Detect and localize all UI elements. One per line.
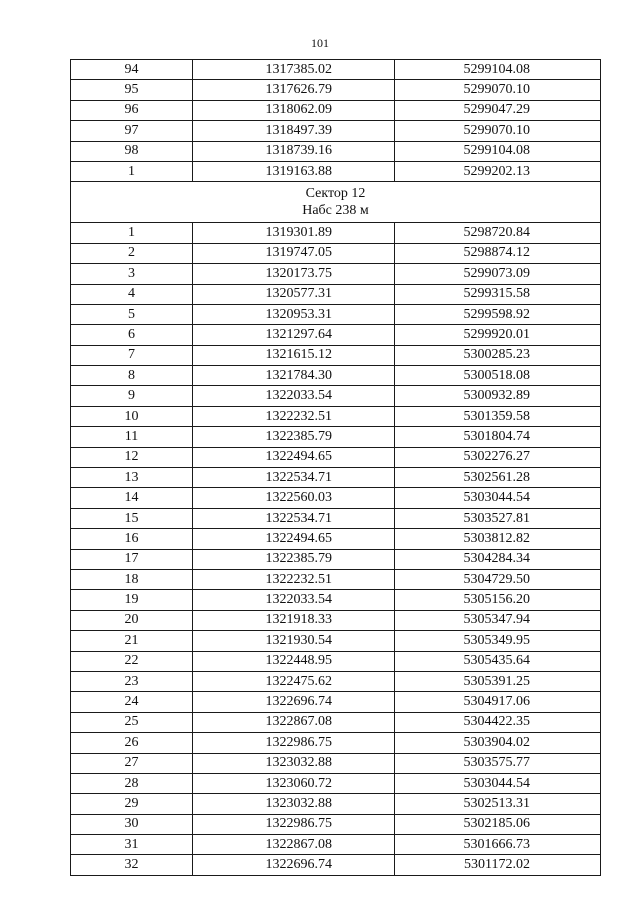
y-coordinate-cell: 5302185.06 (395, 814, 601, 834)
point-number-cell: 5 (71, 304, 193, 324)
point-number-cell: 12 (71, 447, 193, 467)
table-row (71, 325, 601, 345)
table-row (71, 549, 601, 569)
table-row (71, 488, 601, 508)
table-row (71, 284, 601, 304)
point-number-cell: 23 (71, 671, 193, 691)
y-coordinate-cell: 5299070.10 (395, 121, 601, 141)
table-row (71, 814, 601, 834)
x-coordinate-cell: 1319301.89 (193, 223, 395, 243)
table-body-before-sector (71, 60, 601, 182)
y-coordinate-cell: 5303044.54 (395, 773, 601, 793)
point-number-cell: 96 (71, 100, 193, 120)
table-row (71, 304, 601, 324)
point-number-cell: 97 (71, 121, 193, 141)
x-coordinate-cell: 1322867.08 (193, 712, 395, 732)
table-row (71, 468, 601, 488)
table-body-after-sector (71, 223, 601, 876)
y-coordinate-cell: 5301172.02 (395, 855, 601, 875)
x-coordinate-cell: 1322475.62 (193, 671, 395, 691)
table-row (71, 406, 601, 426)
x-coordinate-cell: 1320577.31 (193, 284, 395, 304)
sector-header (71, 182, 601, 223)
sector-header-cell (71, 182, 601, 223)
x-coordinate-cell: 1322494.65 (193, 447, 395, 467)
table-row (71, 855, 601, 875)
x-coordinate-cell: 1322232.51 (193, 569, 395, 589)
table-row (71, 651, 601, 671)
table-row (71, 100, 601, 120)
y-coordinate-cell: 5304422.35 (395, 712, 601, 732)
sector-height: Набс 238 м (302, 203, 369, 219)
point-number-cell: 9 (71, 386, 193, 406)
point-number-cell: 30 (71, 814, 193, 834)
x-coordinate-cell: 1322033.54 (193, 386, 395, 406)
x-coordinate-cell: 1322986.75 (193, 814, 395, 834)
y-coordinate-cell: 5302276.27 (395, 447, 601, 467)
x-coordinate-cell: 1322385.79 (193, 427, 395, 447)
y-coordinate-cell: 5303527.81 (395, 508, 601, 528)
point-number-cell: 24 (71, 692, 193, 712)
table-row (71, 569, 601, 589)
y-coordinate-cell: 5298874.12 (395, 243, 601, 263)
x-coordinate-cell: 1320953.31 (193, 304, 395, 324)
point-number-cell: 26 (71, 733, 193, 753)
point-number-cell: 29 (71, 794, 193, 814)
x-coordinate-cell: 1322385.79 (193, 549, 395, 569)
x-coordinate-cell: 1322448.95 (193, 651, 395, 671)
x-coordinate-cell: 1323032.88 (193, 794, 395, 814)
point-number-cell: 1 (71, 223, 193, 243)
table-row (71, 345, 601, 365)
point-number-cell: 2 (71, 243, 193, 263)
x-coordinate-cell: 1319747.05 (193, 243, 395, 263)
x-coordinate-cell: 1322560.03 (193, 488, 395, 508)
y-coordinate-cell: 5298720.84 (395, 223, 601, 243)
point-number-cell: 25 (71, 712, 193, 732)
table-row (71, 529, 601, 549)
table-row (71, 794, 601, 814)
x-coordinate-cell: 1321918.33 (193, 610, 395, 630)
y-coordinate-cell: 5299202.13 (395, 161, 601, 181)
table-row (71, 733, 601, 753)
point-number-cell: 22 (71, 651, 193, 671)
x-coordinate-cell: 1322986.75 (193, 733, 395, 753)
point-number-cell: 31 (71, 835, 193, 855)
table-row (71, 121, 601, 141)
table-row (71, 223, 601, 243)
x-coordinate-cell: 1322867.08 (193, 835, 395, 855)
table-row (71, 366, 601, 386)
point-number-cell: 21 (71, 631, 193, 651)
y-coordinate-cell: 5303812.82 (395, 529, 601, 549)
x-coordinate-cell: 1322232.51 (193, 406, 395, 426)
x-coordinate-cell: 1318739.16 (193, 141, 395, 161)
point-number-cell: 16 (71, 529, 193, 549)
y-coordinate-cell: 5299598.92 (395, 304, 601, 324)
table-row (71, 692, 601, 712)
point-number-cell: 95 (71, 80, 193, 100)
point-number-cell: 19 (71, 590, 193, 610)
table-row (71, 60, 601, 80)
y-coordinate-cell: 5305349.95 (395, 631, 601, 651)
x-coordinate-cell: 1321930.54 (193, 631, 395, 651)
table-row (71, 80, 601, 100)
y-coordinate-cell: 5301359.58 (395, 406, 601, 426)
point-number-cell: 14 (71, 488, 193, 508)
table-row (71, 447, 601, 467)
x-coordinate-cell: 1321784.30 (193, 366, 395, 386)
x-coordinate-cell: 1323060.72 (193, 773, 395, 793)
point-number-cell: 1 (71, 161, 193, 181)
point-number-cell: 17 (71, 549, 193, 569)
y-coordinate-cell: 5303904.02 (395, 733, 601, 753)
point-number-cell: 32 (71, 855, 193, 875)
point-number-cell: 11 (71, 427, 193, 447)
y-coordinate-cell: 5304729.50 (395, 569, 601, 589)
point-number-cell: 28 (71, 773, 193, 793)
point-number-cell: 7 (71, 345, 193, 365)
point-number-cell: 20 (71, 610, 193, 630)
point-number-cell: 4 (71, 284, 193, 304)
x-coordinate-cell: 1322534.71 (193, 508, 395, 528)
x-coordinate-cell: 1321297.64 (193, 325, 395, 345)
x-coordinate-cell: 1322494.65 (193, 529, 395, 549)
y-coordinate-cell: 5299070.10 (395, 80, 601, 100)
y-coordinate-cell: 5304284.34 (395, 549, 601, 569)
x-coordinate-cell: 1321615.12 (193, 345, 395, 365)
x-coordinate-cell: 1322696.74 (193, 855, 395, 875)
y-coordinate-cell: 5299073.09 (395, 264, 601, 284)
x-coordinate-cell: 1322696.74 (193, 692, 395, 712)
x-coordinate-cell: 1322534.71 (193, 468, 395, 488)
point-number-cell: 8 (71, 366, 193, 386)
y-coordinate-cell: 5300285.23 (395, 345, 601, 365)
x-coordinate-cell: 1323032.88 (193, 753, 395, 773)
y-coordinate-cell: 5302513.31 (395, 794, 601, 814)
table-row (71, 427, 601, 447)
point-number-cell: 10 (71, 406, 193, 426)
y-coordinate-cell: 5305391.25 (395, 671, 601, 691)
x-coordinate-cell: 1318062.09 (193, 100, 395, 120)
table-row (71, 773, 601, 793)
y-coordinate-cell: 5299104.08 (395, 60, 601, 80)
y-coordinate-cell: 5299920.01 (395, 325, 601, 345)
table-row (71, 386, 601, 406)
point-number-cell: 98 (71, 141, 193, 161)
y-coordinate-cell: 5303575.77 (395, 753, 601, 773)
table-row (71, 161, 601, 181)
y-coordinate-cell: 5300932.89 (395, 386, 601, 406)
y-coordinate-cell: 5304917.06 (395, 692, 601, 712)
x-coordinate-cell: 1317385.02 (193, 60, 395, 80)
point-number-cell: 27 (71, 753, 193, 773)
table-row (71, 243, 601, 263)
y-coordinate-cell: 5303044.54 (395, 488, 601, 508)
table-row (71, 141, 601, 161)
point-number-cell: 18 (71, 569, 193, 589)
point-number-cell: 94 (71, 60, 193, 80)
point-number-cell: 3 (71, 264, 193, 284)
point-number-cell: 15 (71, 508, 193, 528)
y-coordinate-cell: 5299104.08 (395, 141, 601, 161)
y-coordinate-cell: 5301666.73 (395, 835, 601, 855)
table-row (71, 631, 601, 651)
point-number-cell: 6 (71, 325, 193, 345)
x-coordinate-cell: 1319163.88 (193, 161, 395, 181)
x-coordinate-cell: 1320173.75 (193, 264, 395, 284)
y-coordinate-cell: 5302561.28 (395, 468, 601, 488)
table-row (71, 712, 601, 732)
sector-title: Сектор 12 (305, 186, 366, 202)
y-coordinate-cell: 5299047.29 (395, 100, 601, 120)
table-row (71, 835, 601, 855)
page-number: 101 (311, 36, 329, 50)
x-coordinate-cell: 1318497.39 (193, 121, 395, 141)
x-coordinate-cell: 1317626.79 (193, 80, 395, 100)
y-coordinate-cell: 5301804.74 (395, 427, 601, 447)
y-coordinate-cell: 5305156.20 (395, 590, 601, 610)
sector-header-row (71, 182, 601, 223)
point-number-cell: 13 (71, 468, 193, 488)
y-coordinate-cell: 5299315.58 (395, 284, 601, 304)
table-row (71, 610, 601, 630)
coordinates-table (70, 59, 601, 876)
table-row (71, 753, 601, 773)
table-row (71, 590, 601, 610)
x-coordinate-cell: 1322033.54 (193, 590, 395, 610)
y-coordinate-cell: 5305435.64 (395, 651, 601, 671)
table-row (71, 264, 601, 284)
table-row (71, 671, 601, 691)
y-coordinate-cell: 5300518.08 (395, 366, 601, 386)
y-coordinate-cell: 5305347.94 (395, 610, 601, 630)
table-row (71, 508, 601, 528)
